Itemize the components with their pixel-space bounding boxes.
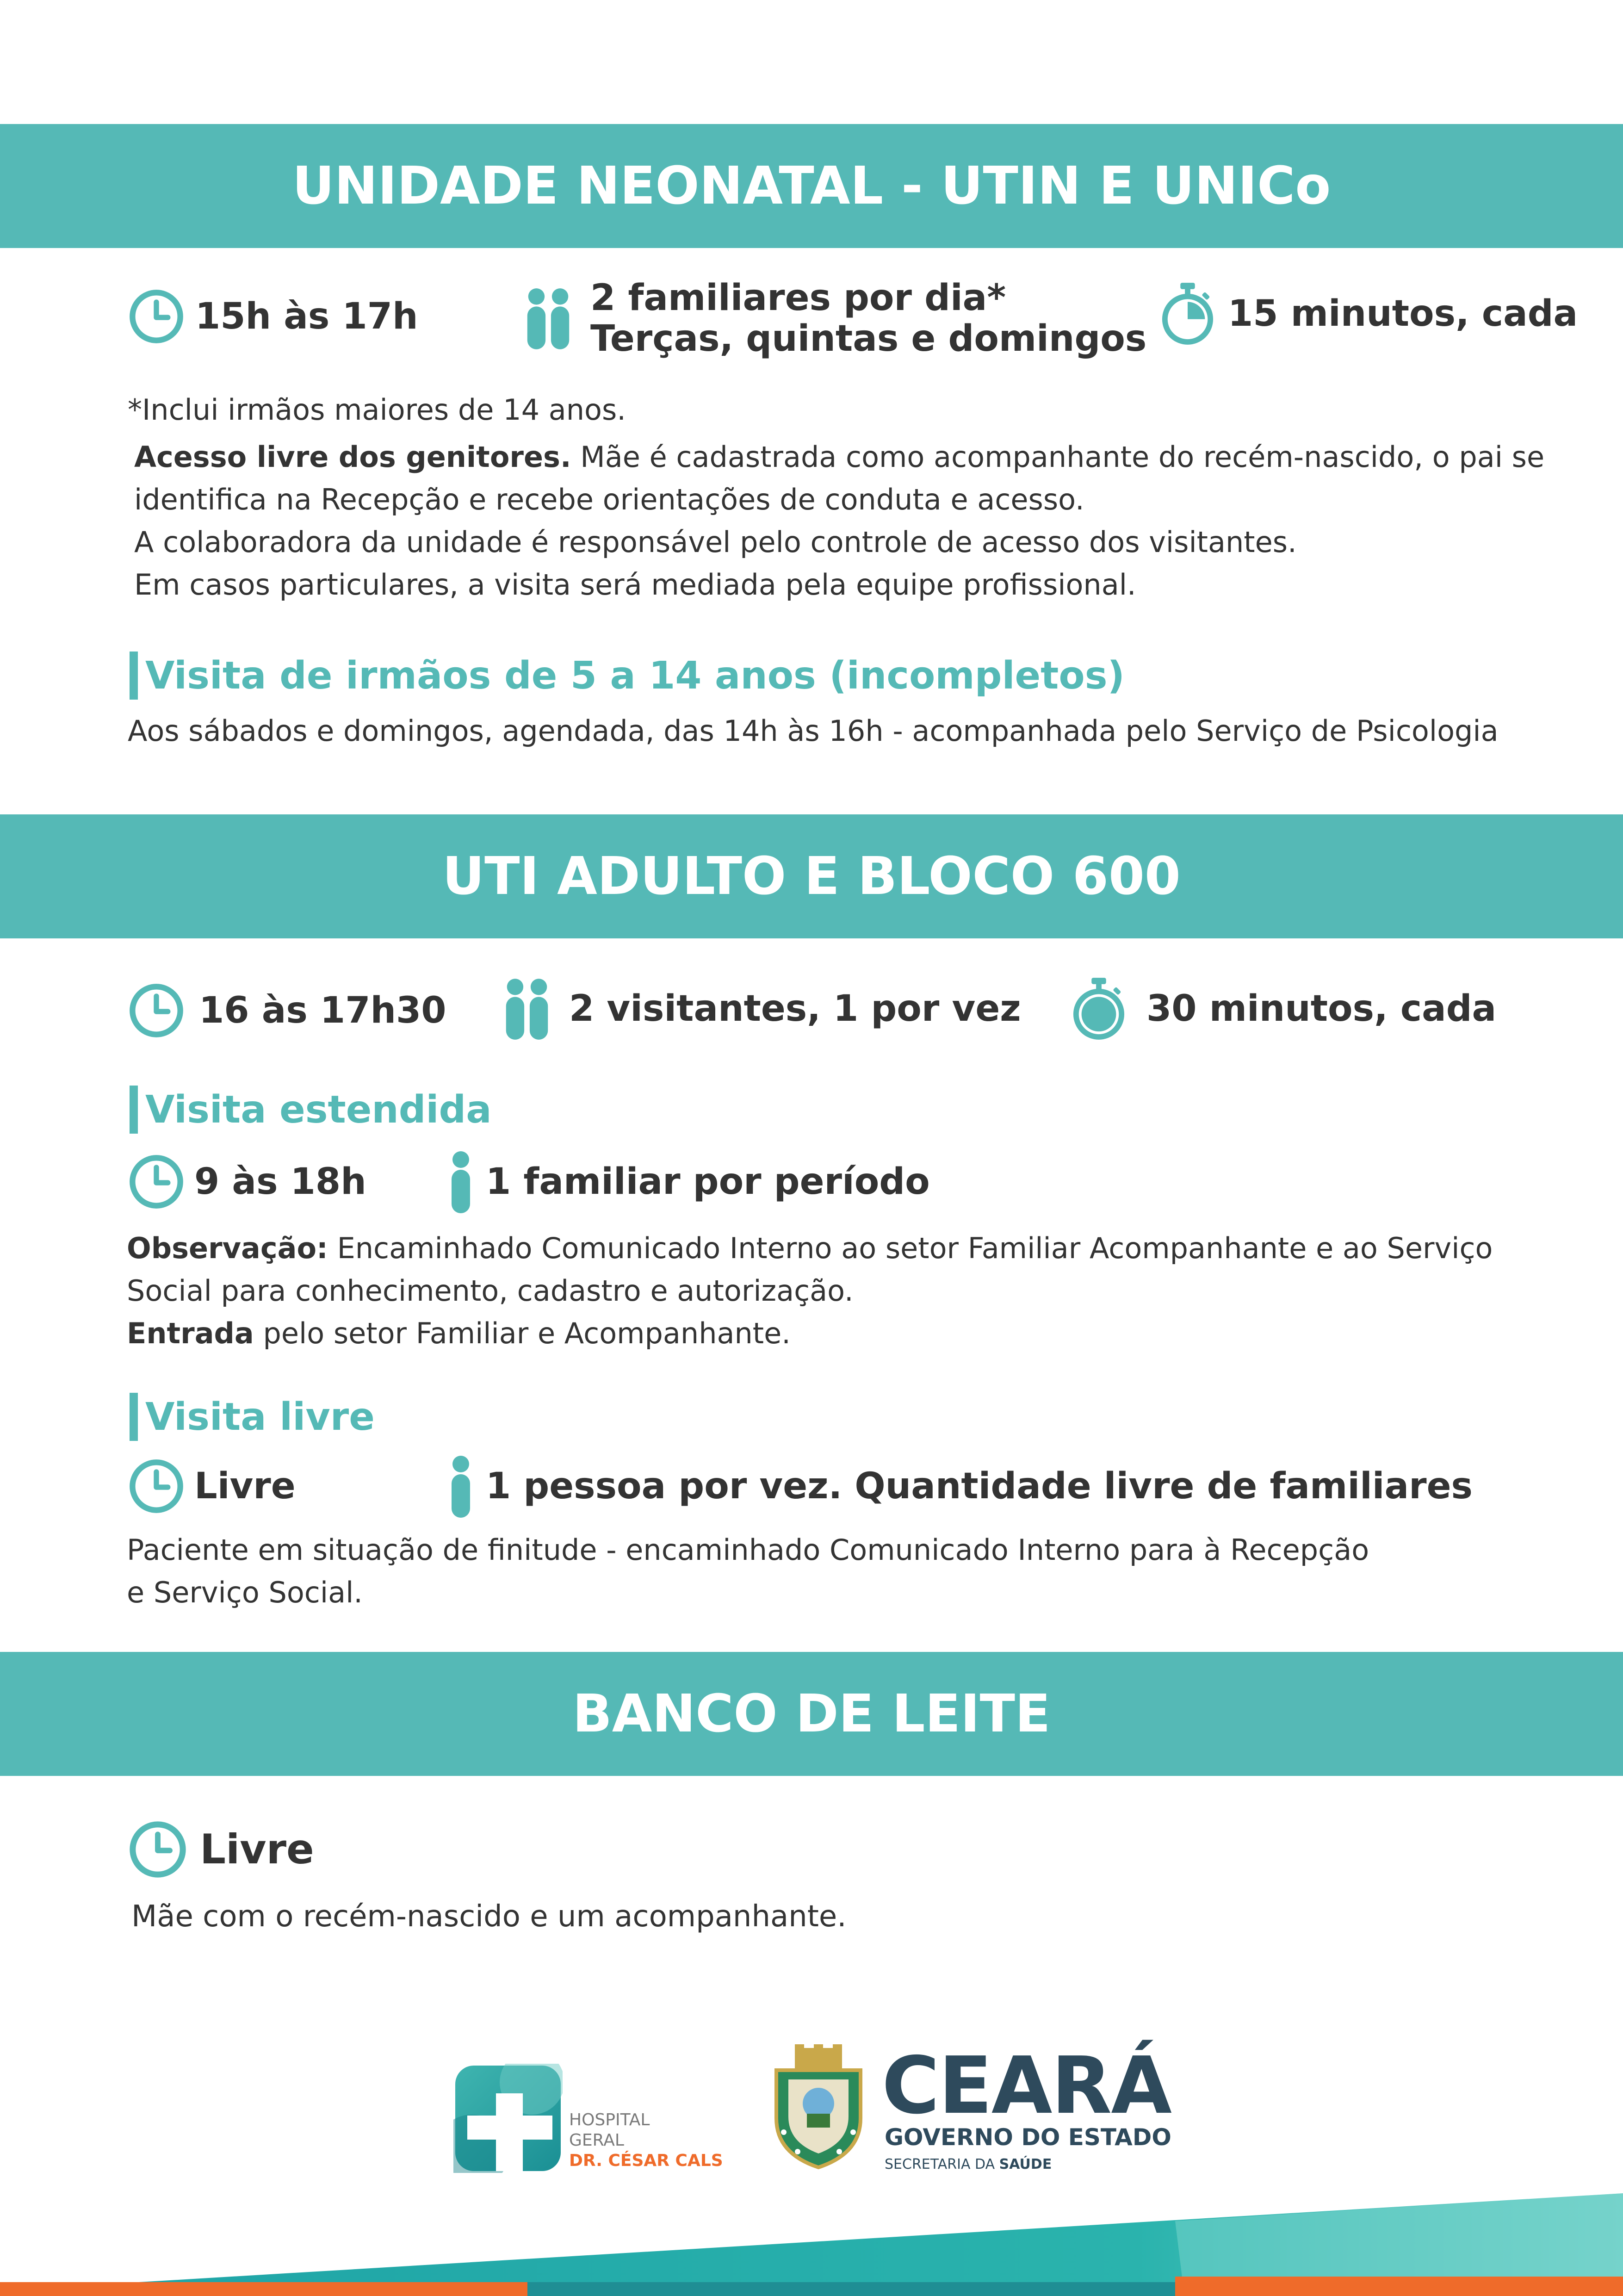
neonatal-paragraph [134,436,1544,606]
neonatal-duration [1160,281,1578,346]
neonatal-footnote: *Inclui irmãos maiores de 14 anos. [128,393,626,427]
milk-hours-text: Livre [200,1825,314,1873]
neonatal-line3: A colaboradora da unidade é responsável pelo controle de acesso dos visitantes. [134,525,1297,559]
free-text-line2: e Serviço Social. [127,1576,363,1609]
neonatal-visitors-line2: Terças, quintas e domingos [590,318,1147,360]
milk-hours [128,1819,314,1880]
extended-subtitle [130,1086,492,1134]
uti-hours [128,982,446,1039]
section-title-uti: UTI ADULTO E BLOCO 600 [442,846,1181,906]
secretaria-prefix: SECRETARIA DA [885,2156,999,2172]
timer-icon [1072,976,1126,1041]
person-icon [447,1149,475,1214]
ceara-government: GOVERNO DO ESTADO [885,2124,1171,2151]
neonatal-hours [128,288,418,345]
neonatal-line1 [134,436,1544,478]
ceara-secretaria [885,2156,1052,2172]
hospital-cross-icon [453,2064,563,2173]
siblings-subtitle-text: Visita de irmãos de 5 a 14 anos (incompletos) [145,653,1125,698]
neonatal-visitors-line1: 2 familiares por dia* [590,277,1006,319]
hospital-line2: GERAL [569,2131,624,2150]
coat-of-arms-icon [770,2044,867,2169]
uti-observation [127,1227,1493,1355]
hospital-line3: DR. CÉSAR CALS [569,2151,723,2170]
section-header-milk [0,1652,1623,1776]
uti-hours-text: 16 às 17h30 [199,990,446,1031]
obs-rest: Encaminhado Comunicado Interno ao setor Familiar Acompanhante e ao Serviço [328,1231,1493,1265]
uti-visitors-text: 2 visitantes, 1 por vez [569,988,1021,1030]
obs-line2: Social para conhecimento, cadastro e autorização. [127,1274,854,1308]
milk-text: Mãe com o recém-nascido e um acompanhante. [131,1899,847,1934]
entry-rest: pelo setor Familiar e Acompanhante. [254,1316,791,1350]
section-title-milk: BANCO DE LEITE [572,1684,1051,1744]
person-icon [447,1454,475,1519]
extended-subtitle-text: Visita estendida [145,1087,492,1132]
subtitle-bar [130,1393,138,1441]
clock-icon [128,1153,185,1210]
siblings-text: Aos sábados e domingos, agendada, das 14h às 16h - acompanhada pelo Serviço de Psicologia [128,714,1499,748]
clock-icon [128,982,185,1039]
free-text [127,1529,1369,1614]
ceara-coat-of-arms [770,2044,867,2171]
neonatal-duration-text: 15 minutos, cada [1228,293,1578,335]
extended-visitors [447,1149,930,1214]
extended-hours-text: 9 às 18h [194,1161,366,1203]
obs-bold: Observação: [127,1231,328,1265]
timer-icon [1160,281,1215,346]
neonatal-line1-rest: Mãe é cadastrada como acompanhante do recém-nascido, o pai se [571,440,1545,474]
uti-visitors [500,976,1021,1041]
uti-duration-text: 30 minutos, cada [1146,988,1497,1030]
uti-duration [1072,976,1496,1041]
obs-line1 [127,1227,1493,1270]
neonatal-hours-text: 15h às 17h [195,296,418,337]
free-subtitle [130,1393,375,1441]
extended-hours [128,1153,366,1210]
neonatal-line2: identifica na Recepção e recebe orientações de conduta e acesso. [134,483,1084,516]
hospital-logo [453,2064,731,2175]
free-hours-text: Livre [194,1465,296,1507]
hospital-line1: HOSPITAL [569,2110,650,2129]
subtitle-bar [130,652,138,700]
entry-bold: Entrada [127,1316,254,1350]
clock-icon [128,1819,188,1880]
free-hours [128,1458,296,1515]
clock-icon [128,1458,185,1515]
entry-line [127,1312,1493,1355]
free-subtitle-text: Visita livre [145,1395,375,1439]
ceara-title: CEARÁ [882,2040,1171,2132]
section-header-neonatal [0,124,1623,248]
neonatal-line4: Em casos particulares, a visita será mediada pela equipe profissional. [134,568,1136,602]
free-visitors-text: 1 pessoa por vez. Quantidade livre de familiares [486,1465,1473,1507]
free-visitors [447,1454,1473,1519]
neonatal-line1-bold: Acesso livre dos genitores. [134,440,571,474]
section-header-uti [0,814,1623,938]
people-icon [521,286,576,351]
clock-icon [128,288,185,345]
subtitle-bar [130,1086,138,1134]
section-title-neonatal: UNIDADE NEONATAL - UTIN E UNICo [292,156,1331,216]
free-text-line1: Paciente em situação de finitude - encaminhado Comunicado Interno para à Recepção [127,1533,1369,1567]
extended-visitors-text: 1 familiar por período [486,1161,930,1203]
people-icon [500,976,554,1041]
secretaria-bold: SAÚDE [999,2156,1052,2172]
siblings-subtitle [130,652,1125,700]
neonatal-visitors [521,278,1146,359]
bottom-decorative-band [0,2184,1623,2296]
